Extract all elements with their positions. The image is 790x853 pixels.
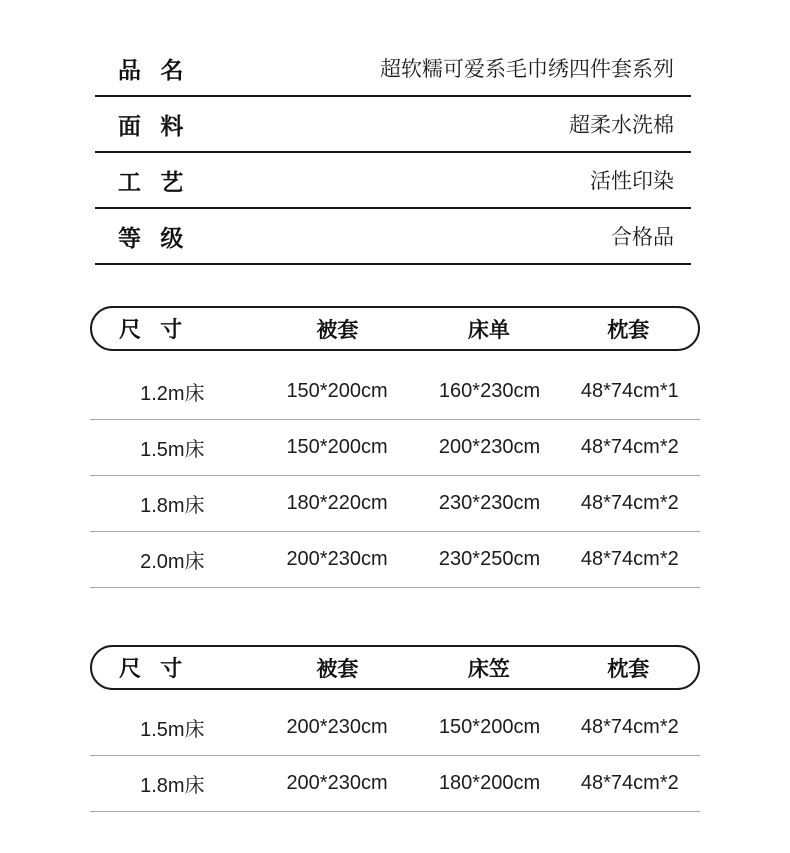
header-cell-size: 尺 寸 (119, 656, 183, 681)
size-table-header (90, 306, 700, 351)
size-table-body (90, 700, 700, 812)
table-cell: 150*200cm (438, 716, 541, 738)
attr-label: 工 艺 (118, 168, 184, 195)
header-cell-flat-sheet: 床单 (467, 318, 510, 342)
table-cell: 1.5m床 (140, 439, 205, 461)
attr-value: 合格品 (611, 226, 674, 249)
table-row (90, 700, 700, 756)
attr-label: 等 级 (118, 224, 184, 251)
table-cell: 2.0m床 (140, 551, 205, 573)
table-cell: 160*230cm (438, 380, 541, 402)
table-cell: 180*220cm (286, 492, 388, 514)
table-cell: 48*74cm*2 (580, 548, 679, 570)
table-cell: 48*74cm*2 (580, 772, 679, 794)
header-cell-duvet-cover: 被套 (316, 657, 359, 681)
table-cell: 48*74cm*2 (580, 492, 679, 514)
table-cell: 200*230cm (286, 548, 388, 570)
attr-row-grade (95, 209, 691, 265)
attributes-section (95, 41, 691, 265)
table-cell: 1.8m床 (140, 775, 205, 797)
attr-row-fabric (95, 97, 691, 153)
attr-row-product-name (95, 41, 691, 97)
table-cell: 200*230cm (438, 436, 541, 458)
size-table-fitted-sheet (90, 645, 700, 812)
table-cell: 150*200cm (286, 380, 388, 402)
attr-value: 超柔水洗棉 (569, 114, 674, 137)
table-cell: 230*230cm (438, 492, 541, 514)
attr-label: 品 名 (118, 56, 184, 83)
table-cell: 230*250cm (438, 548, 541, 570)
table-cell: 1.2m床 (140, 383, 205, 405)
table-row (90, 756, 700, 812)
attr-label: 面 料 (118, 112, 184, 139)
table-cell: 180*200cm (438, 772, 541, 794)
attr-row-craft (95, 153, 691, 209)
table-cell: 48*74cm*2 (580, 716, 679, 738)
header-cell-fitted-sheet: 床笠 (467, 657, 510, 681)
table-cell: 1.5m床 (140, 719, 205, 741)
table-row (90, 364, 700, 420)
table-row (90, 476, 700, 532)
header-cell-duvet-cover: 被套 (316, 318, 359, 342)
table-row (90, 420, 700, 476)
size-table-body (90, 364, 700, 588)
header-cell-pillowcase: 枕套 (607, 657, 650, 681)
size-table-sheet (90, 306, 700, 588)
header-cell-size: 尺 寸 (119, 317, 183, 342)
size-table-header (90, 645, 700, 690)
table-cell: 48*74cm*2 (580, 436, 679, 458)
table-cell: 200*230cm (286, 716, 388, 738)
table-cell: 48*74cm*1 (580, 380, 679, 402)
table-cell: 150*200cm (286, 436, 388, 458)
attr-value: 超软糯可爱系毛巾绣四件套系列 (380, 58, 674, 81)
attr-value: 活性印染 (590, 170, 674, 193)
header-cell-pillowcase: 枕套 (607, 318, 650, 342)
table-cell: 1.8m床 (140, 495, 205, 517)
table-cell: 200*230cm (286, 772, 388, 794)
table-row (90, 532, 700, 588)
